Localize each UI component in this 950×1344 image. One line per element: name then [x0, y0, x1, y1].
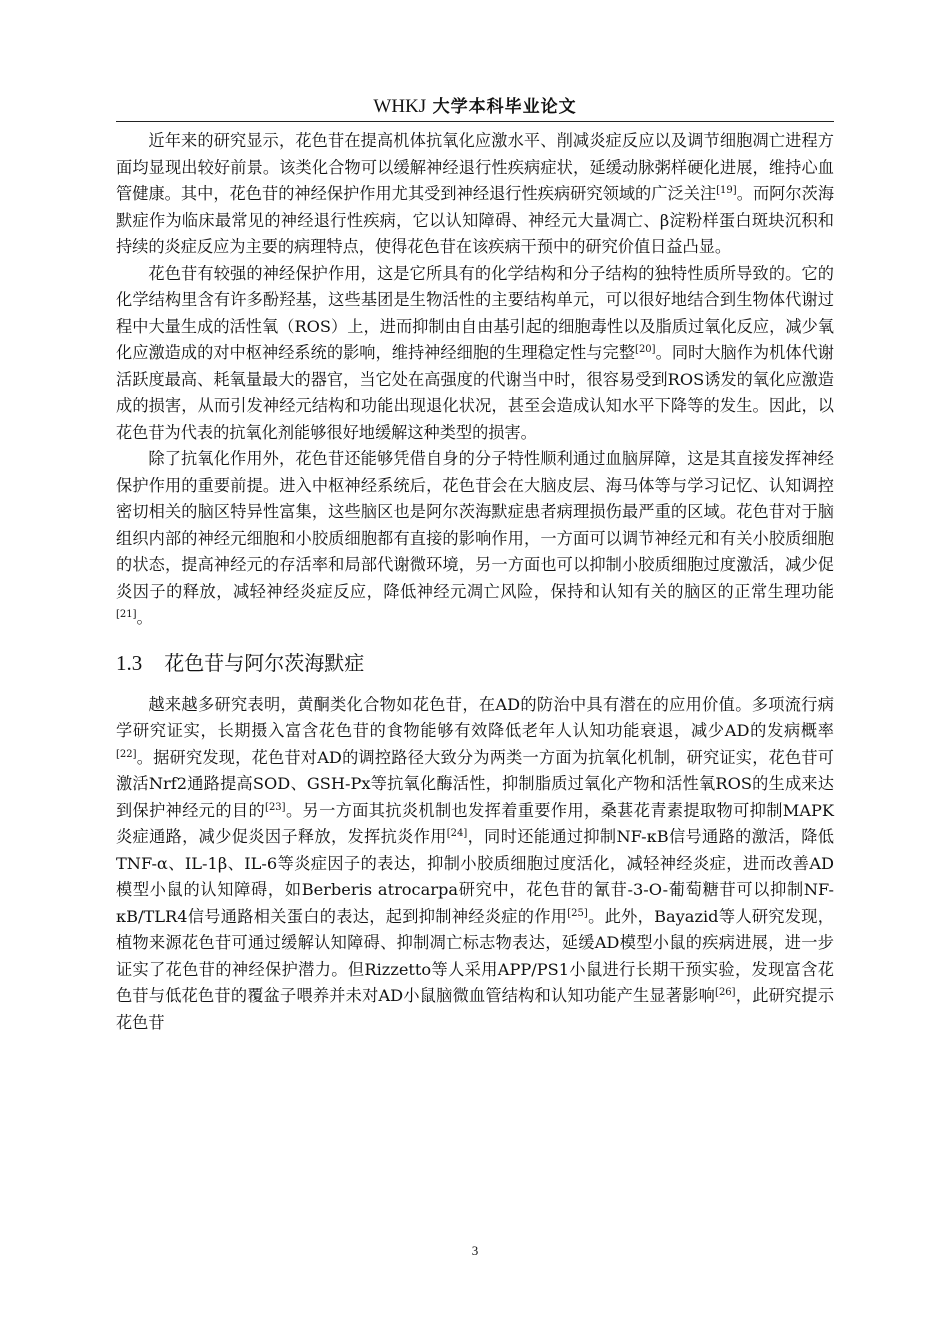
paragraph-3 [116, 446, 834, 632]
section-title: 花色苷与阿尔茨海默症 [164, 650, 365, 675]
text-run: 近年来的研究显示，花色苷在提高机体抗氧化应激水平、削减炎症反应以及调节细胞凋亡进程方面均显现出较好前景。该类化合物可以缓解神经退行性疾病症状，延缓动脉粥样硬化进展，维持心血管健康。其中，花色苷的神经保护作用尤其受到神经退行性疾病研究领域的广泛关注 [116, 131, 834, 203]
text-run: ，同时还能通过抑制NF-κB信号通路的激活，降低TNF-α、IL-1β、IL-6等炎症因子的表达，抑制小胶质细胞过度活化，减轻神经炎症，进而改善AD模型小鼠的认知障碍，如Berberis atrocarpa研究中，花色苷的氰苷-3-O-葡萄糖苷可以抑制NF-κB/TLR4信号通路相关蛋白的表达，起到抑制神经炎症的作用 [116, 827, 834, 926]
citation-20: [20] [635, 344, 656, 355]
text-run: 花色苷有较强的神经保护作用，这是它所具有的化学结构和分子结构的独特性质所导致的。它的化学结构里含有许多酚羟基，这些基团是生物活性的主要结构单元，可以很好地结合到生物体代谢过程中大量生成的活性氧（ROS）上，进而抑制由自由基引起的细胞毒性以及脂质过氧化反应，减少氧化应激造成的对中枢神经系统的影响，维持神经细胞的生理稳定性与完整 [116, 263, 834, 362]
text-run: 除了抗氧化作用外，花色苷还能够凭借自身的分子特性顺利通过血脑屏障，这是其直接发挥神经保护作用的重要前提。进入中枢神经系统后，花色苷会在大脑皮层、海马体等与学习记忆、认知调控密切相关的脑区特异性富集，这些脑区也是阿尔茨海默症患者病理损伤最严重的区域。花色苷对于脑组织内部的神经元细胞和小胶质细胞都有直接的影响作用，一方面可以调节神经元和有关小胶质细胞的状态，提高神经元的存活率和局部代谢微环境，另一方面也可以抑制小胶质细胞过度激活，减少促炎因子的释放，减轻神经炎症反应，降低神经元凋亡风险，保持和认知有关的脑区的正常生理功能 [116, 449, 834, 601]
citation-26: [26] [715, 987, 736, 998]
citation-21: [21] [116, 609, 137, 620]
page-body [116, 128, 834, 1036]
paragraph-4 [116, 692, 834, 1037]
citation-22: [22] [116, 748, 137, 760]
page-number: 3 [471, 1243, 479, 1258]
header-title: 大学本科毕业论文 [432, 97, 577, 117]
text-run: 。据研究发现，花色苷对AD的调控路径大致分为两类一方面为抗氧化机制，研究证实，花色苷可激活Nrf2通路提高SOD、GSH-Px等抗氧化酶活性，抑制脂质过氧化产物和活性氧ROS的生成来达到保护神经元的目的 [116, 747, 834, 820]
section-heading [116, 648, 834, 678]
text-run: 。此外，Bayazid等人研究发现，植物来源花色苷可通过缓解认知障碍、抑制凋亡标志物表达，延缓AD模型小鼠的疾病进展，进一步证实了花色苷的神经保护潜力。但Rizzetto等人采用APP/PS1小鼠进行长期干预实验，发现富含花色苷与低花色苷的覆盆子喂养并未对AD小鼠脑微血管结构和认知功能产生显著影响 [116, 906, 834, 1005]
paragraph-2 [116, 261, 834, 447]
header-latin: WHKJ [373, 96, 427, 117]
text-run: 。同时大脑作为机体代谢活跃度最高、耗氧量最大的器官，当它处在高强度的代谢当中时，很容易受到ROS诱发的氧化应激造成的损害，从而引发神经元结构和功能出现退化状况，甚至会造成认知水平下降等的发生。因此，以花色苷为代表的抗氧化剂能够很好地缓解这种类型的损害。 [116, 343, 834, 442]
header-rule [116, 121, 834, 122]
citation-24: [24] [446, 828, 468, 839]
citation-19: [19] [716, 185, 737, 196]
section-number: 1.3 [116, 650, 143, 675]
citation-25: [25] [567, 907, 588, 919]
paragraph-1 [116, 128, 834, 261]
text-run: 。另一方面其抗炎机制也发挥着重要作用，桑葚花青素提取物可抑制MAPK炎症通路，减少促炎因子释放，发挥抗炎作用 [116, 800, 835, 846]
citation-23: [23] [265, 801, 286, 813]
text-run: ，此研究提示花色苷 [116, 986, 835, 1032]
running-header [116, 92, 834, 118]
text-run: 。 [136, 608, 153, 627]
text-run: 。而阿尔茨海默症作为临床最常见的神经退行性疾病，它以认知障碍、神经元大量凋亡、β淀粉样蛋白斑块沉积和持续的炎症反应为主要的病理特点，使得花色苷在该疾病干预中的研究价值日益凸显。 [116, 184, 835, 256]
text-run: 越来越多研究表明，黄酮类化合物如花色苷，在AD的防治中具有潜在的应用价值。多项流行病学研究证实，长期摄入富含花色苷的食物能够有效降低老年人认知功能衰退，减少AD的发病概率 [116, 694, 834, 740]
